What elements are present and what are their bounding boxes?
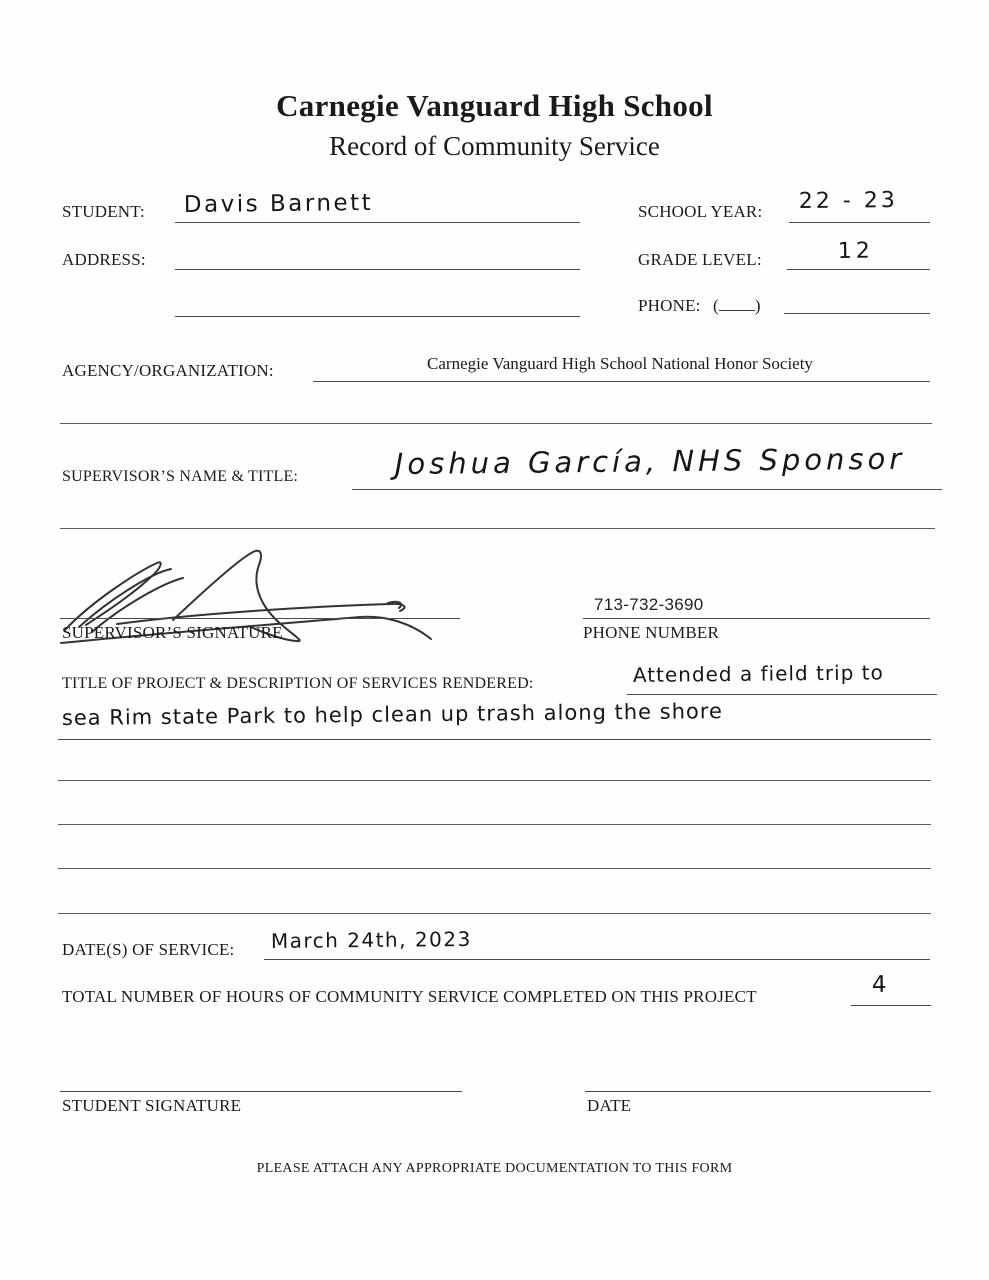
- address-line-1: [175, 269, 580, 270]
- phone-paren-open: (: [713, 296, 719, 315]
- phone-paren-close: ): [754, 296, 761, 315]
- school-year-line: [789, 222, 930, 223]
- blank-line-3: [58, 868, 931, 869]
- blank-line-4: [58, 913, 931, 914]
- agency-line: [313, 381, 930, 382]
- project-description-value-2: sea Rim state Park to help clean up trash along the shore: [61, 699, 724, 730]
- agency-value: Carnegie Vanguard High School National Honor Society: [427, 354, 813, 373]
- student-line: [175, 222, 580, 223]
- agency-label: AGENCY/ORGANIZATION:: [62, 361, 274, 380]
- phone-label: [638, 296, 761, 316]
- section-divider-2: [60, 528, 935, 529]
- supervisor-name-label: SUPERVISOR’S NAME & TITLE:: [62, 468, 299, 485]
- section-divider-1: [60, 423, 932, 424]
- phone-label-text: PHONE:: [638, 296, 701, 315]
- project-description-line-1: [627, 694, 937, 695]
- date-label: DATE: [587, 1096, 632, 1115]
- school-year-value: 22 - 23: [798, 187, 898, 214]
- phone-line: [784, 313, 930, 314]
- student-signature-label: STUDENT SIGNATURE: [62, 1096, 242, 1115]
- grade-level-label: GRADE LEVEL:: [638, 250, 762, 269]
- student-value: Davis Barnett: [183, 190, 374, 218]
- supervisor-name-line: [352, 489, 942, 490]
- phone-area-code-blank: [719, 297, 755, 311]
- supervisor-name-value: Joshua García, NHS Sponsor: [394, 441, 906, 481]
- page-subtitle: Record of Community Service: [329, 131, 660, 161]
- student-label: STUDENT:: [62, 202, 145, 221]
- school-year-label: SCHOOL YEAR:: [638, 202, 763, 221]
- dates-of-service-value: March 24th, 2023: [270, 926, 472, 953]
- total-hours-label: TOTAL NUMBER OF HOURS OF COMMUNITY SERVICE COMPLETED ON THIS PROJECT: [62, 987, 757, 1006]
- dates-of-service-label: DATE(S) OF SERVICE:: [62, 940, 235, 959]
- phone-number-label: PHONE NUMBER: [583, 623, 720, 642]
- phone-number-line: [583, 618, 930, 619]
- student-signature-line: [60, 1091, 462, 1092]
- address-line-2: [175, 316, 580, 317]
- grade-level-value: 12: [837, 238, 874, 264]
- address-label: ADDRESS:: [62, 250, 146, 269]
- total-hours-value: 4: [871, 971, 887, 998]
- blank-line-2: [58, 824, 931, 825]
- page-title: Carnegie Vanguard High School: [276, 88, 713, 123]
- dates-of-service-line: [264, 959, 930, 960]
- project-description-line-2: [58, 739, 931, 740]
- grade-level-line: [787, 269, 930, 270]
- project-description-label: TITLE OF PROJECT & DESCRIPTION OF SERVICES RENDERED:: [62, 675, 534, 692]
- supervisor-phone-value: 713-732-3690: [594, 595, 704, 614]
- total-hours-line: [851, 1005, 931, 1006]
- supervisor-signature-line: [60, 618, 460, 619]
- blank-line-1: [58, 780, 931, 781]
- footer-note: PLEASE ATTACH ANY APPROPRIATE DOCUMENTATION TO THIS FORM: [256, 1161, 733, 1176]
- supervisor-signature-label: SUPERVISOR’S SIGNATURE: [62, 623, 283, 642]
- project-description-value-1: Attended a field trip to: [632, 660, 884, 687]
- date-line: [585, 1091, 931, 1092]
